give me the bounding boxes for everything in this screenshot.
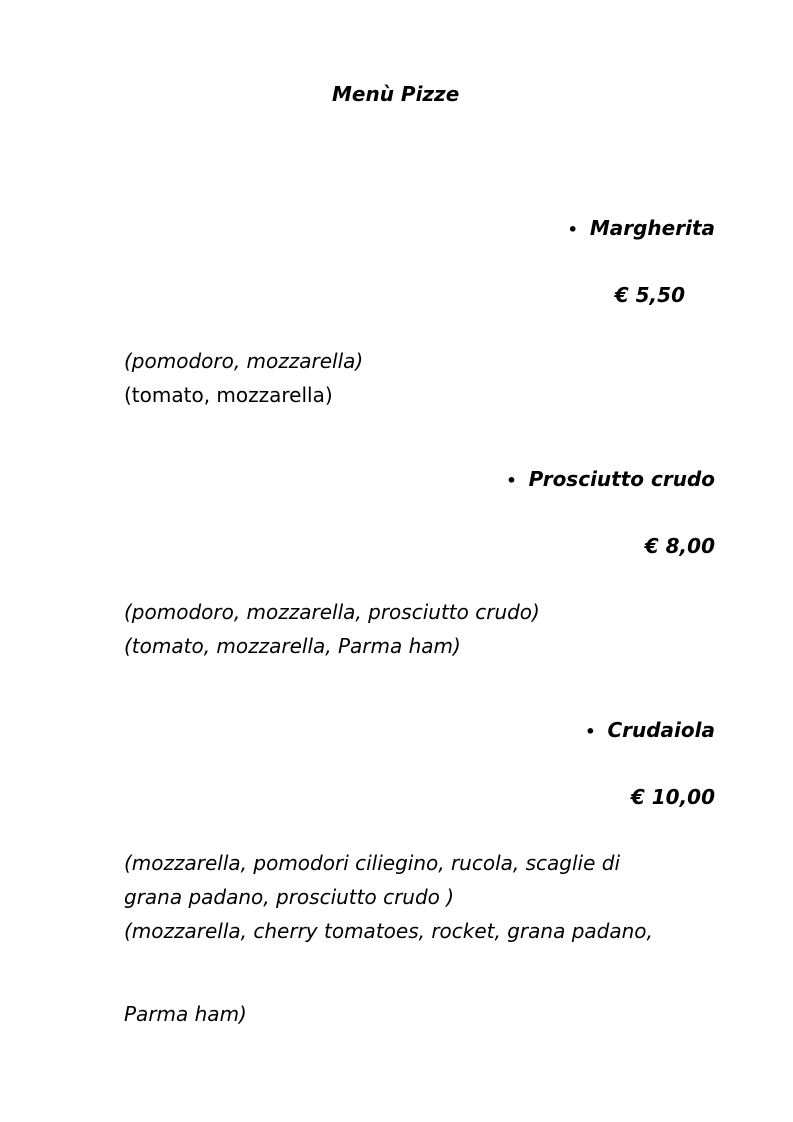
menu-item-crudaiola	[585, 720, 715, 740]
bullet-icon: •	[585, 722, 596, 741]
item-description-en-line-1: (mozzarella, cherry tomatoes, rocket, grana padano,	[124, 919, 653, 943]
item-description-en: (tomato, mozzarella)	[124, 383, 333, 407]
page-title: Menù Pizze	[332, 82, 460, 106]
item-description-en: (tomato, mozzarella, Parma ham)	[124, 634, 461, 658]
item-description-it: (pomodoro, mozzarella, prosciutto crudo)	[124, 600, 540, 624]
item-price: € 5,50	[614, 283, 685, 307]
bullet-icon: •	[506, 471, 517, 490]
menu-item-prosciutto-crudo	[506, 469, 715, 489]
item-name: Prosciutto crudo	[528, 467, 715, 491]
menu-item-margherita	[568, 218, 715, 238]
item-description-it-line-1: (mozzarella, pomodori ciliegino, rucola, scaglie di	[124, 851, 621, 875]
item-name: Margherita	[589, 216, 715, 240]
item-description-it-line-2: grana padano, prosciutto crudo )	[124, 885, 455, 909]
item-description-en-line-2: Parma ham)	[124, 1002, 247, 1026]
bullet-icon: •	[567, 220, 578, 239]
item-description-it: (pomodoro, mozzarella)	[124, 349, 364, 373]
item-price: € 10,00	[630, 785, 715, 809]
item-price: € 8,00	[644, 534, 715, 558]
item-name: Crudaiola	[607, 718, 715, 742]
